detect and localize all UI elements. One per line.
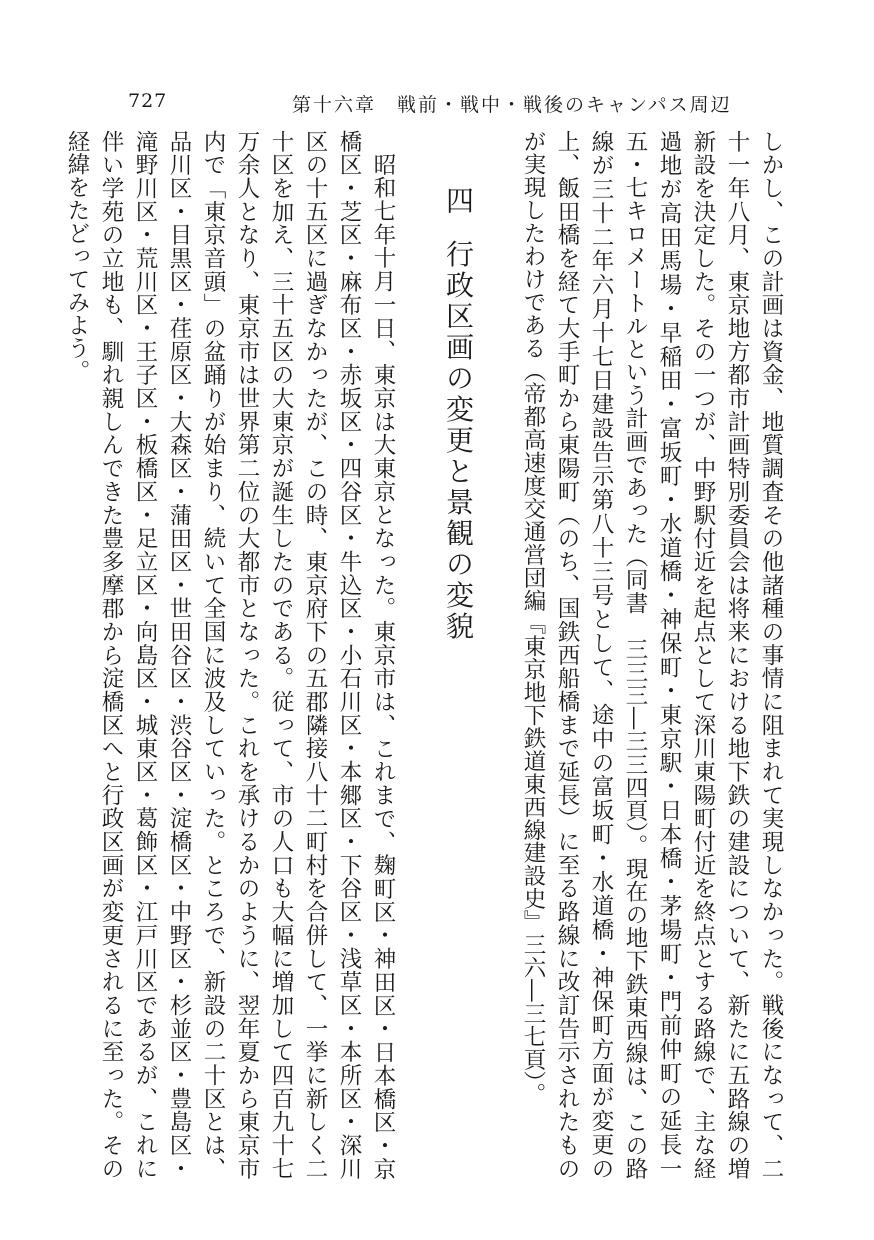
body-text <box>64 130 788 1180</box>
paragraph-administrative-division: 昭和七年十月一日、東京は大東京となった。東京市は、これまで、麹町区・神田区・日本橋区・京橋区・芝区・麻布区・赤坂区・四谷区・牛込区・小石川区・本郷区・下谷区・浅草区・本所区・深川区の十五区に過ぎなかったが、この時、東京府下の五郡隣接八十二町村を合併して、一挙に新しく二十区を加え、三十五区の大東京が誕生したのである。従って、市の人口も大幅に増加して四百九十七万余人となり、東京市は世界第二位の大都市となった。これを承けるかのように、翌年夏から東京市内で「東京音頭」の盆踊りが始まり、続いて全国に波及していった。ところで、新設の二十区とは、品川区・目黒区・荏原区・大森区・蒲田区・世田谷区・渋谷区・淀橋区・中野区・杉並区・豊島区・滝野川区・荒川区・王子区・板橋区・足立区・向島区・城東区・葛飾区・江戸川区であるが、これに伴い学苑の立地も、馴れ親しんできた豊多摩郡から淀橋区へと行政区画が変更されるに至った。その経緯をたどってみよう。 <box>64 130 396 1180</box>
paragraph-subway-plan: しかし、この計画は資金、地質調査その他諸種の事情に阻まれて実現しなかった。戦後になって、二十一年八月、東京地方都市計画特別委員会は将来における地下鉄の建設について、新たに五路線の増新設を決定した。その一つが、中野駅付近を起点として深川東陽町付近を終点とする路線で、主な経過地が高田馬場・早稲田・富坂町・水道橋・神保町・東京駅・日本橋・茅場町・門前仲町の延長一五・七キロメートルという計画であった（同書 三三三―三三四頁）。現在の地下鉄東西線は、この路線が三十二年六月十七日建設告示第八十三号として、途中の富坂町・水道橋・神保町方面が変更の上、飯田橋を経て大手町から東陽町（のち、国鉄西船橋まで延長）に至る路線に改訂告示されたものが実現したわけである（帝都高速度交通営団編『東京地下鉄道東西線建設史』三六―三七頁）。 <box>520 130 784 1180</box>
section-number: 四 <box>442 186 475 217</box>
section-heading <box>438 130 478 1180</box>
running-head: 第十六章 戦前・戦中・戦後のキャンパス周辺 <box>292 94 732 116</box>
page-number: 727 <box>128 90 168 112</box>
section-title: 行政区画の変更と景観の変貌 <box>442 239 475 643</box>
